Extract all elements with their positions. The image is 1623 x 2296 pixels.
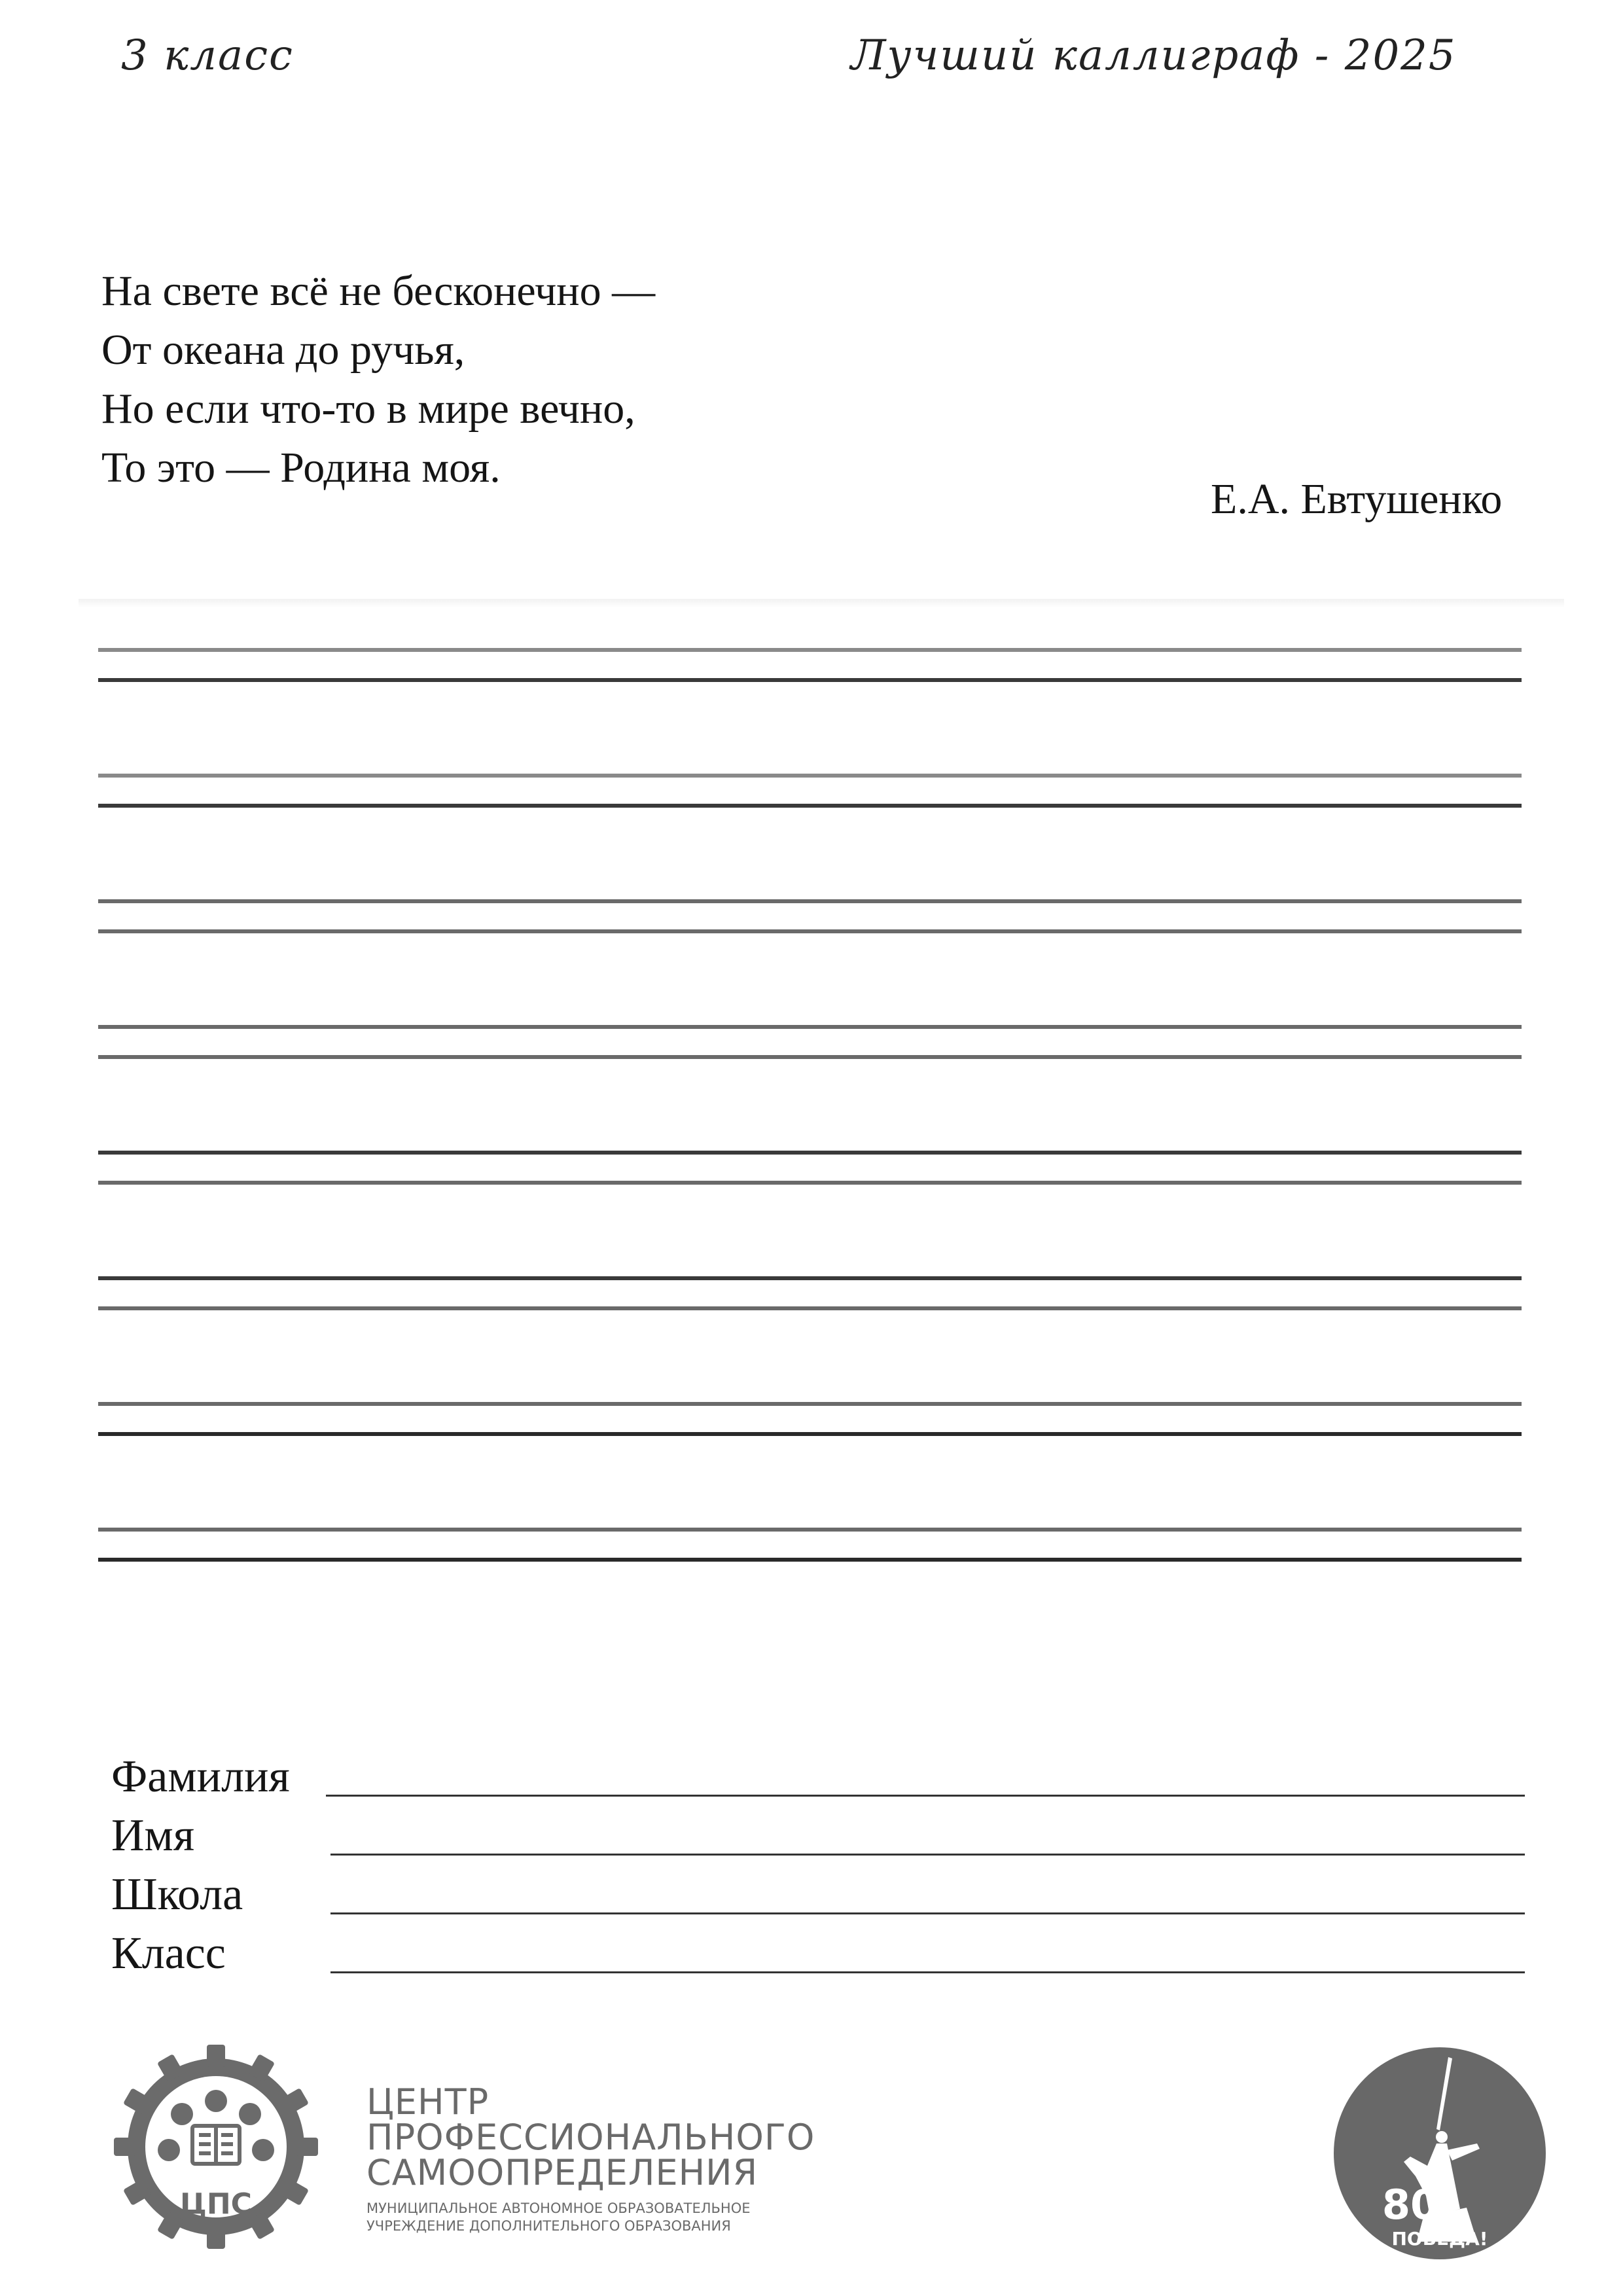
- poem-line: Но если что-то в мире вечно,: [101, 385, 635, 433]
- poem-line: На свете всё не бесконечно —: [101, 267, 656, 315]
- ruled-line-top: [98, 1025, 1522, 1029]
- surname-line[interactable]: [326, 1795, 1525, 1797]
- surname-label: Фамилия: [111, 1751, 290, 1802]
- ruled-line-top: [98, 1276, 1522, 1280]
- class-line[interactable]: [330, 1971, 1525, 1973]
- org-subtitle-line: УЧРЕЖДЕНИЕ ДОПОЛНИТЕЛЬНОГО ОБРАЗОВАНИЯ: [366, 2218, 731, 2234]
- name-label: Имя: [111, 1810, 195, 1861]
- organization-name: [366, 2081, 815, 2235]
- ruled-line-base: [98, 1055, 1522, 1059]
- poem-text: [101, 262, 655, 497]
- name-line[interactable]: [330, 1854, 1525, 1856]
- ruled-line-base: [98, 804, 1522, 808]
- class-label: Класс: [111, 1928, 226, 1979]
- ruled-line-base: [98, 1306, 1522, 1310]
- logo-text: ЦПС: [180, 2187, 252, 2221]
- school-line[interactable]: [330, 1912, 1525, 1914]
- surname-field[interactable]: [111, 1748, 1525, 1806]
- name-field[interactable]: [111, 1806, 1525, 1865]
- motherland-monument-icon: [1332, 2045, 1548, 2261]
- cps-gear-logo: [111, 2042, 321, 2251]
- victory-80-emblem: [1332, 2045, 1548, 2261]
- victory-text: ПОБЕДА!: [1391, 2228, 1488, 2250]
- class-field[interactable]: [111, 1924, 1525, 1983]
- school-field[interactable]: [111, 1865, 1525, 1924]
- org-subtitle-line: МУНИЦИПАЛЬНОЕ АВТОНОМНОЕ ОБРАЗОВАТЕЛЬНОЕ: [366, 2200, 751, 2216]
- ruled-line-top: [98, 648, 1522, 652]
- poem-author: Е.А. Евтушенко: [1211, 475, 1503, 523]
- ruled-line-top: [98, 1151, 1522, 1155]
- ruled-line-top: [98, 1528, 1522, 1532]
- ruled-line-base: [98, 1558, 1522, 1562]
- ruled-line-base: [98, 1432, 1522, 1436]
- victory-number: 80: [1382, 2181, 1439, 2229]
- ruled-line-top: [98, 899, 1522, 903]
- org-line: ЦЕНТР: [366, 2081, 490, 2123]
- gear-icon: [111, 2042, 321, 2251]
- section-divider: [79, 599, 1564, 608]
- poem-line: От океана до ручья,: [101, 326, 465, 374]
- writing-ruled-area[interactable]: [98, 648, 1522, 1577]
- ruled-line-base: [98, 929, 1522, 933]
- contest-title: Лучший каллиграф - 2025: [851, 31, 1457, 80]
- org-subtitle: [366, 2200, 815, 2235]
- poem-line: То это — Родина моя.: [101, 444, 501, 492]
- grade-label: 3 класс: [121, 31, 294, 80]
- ruled-line-base: [98, 1181, 1522, 1185]
- org-line: САМООПРЕДЕЛЕНИЯ: [366, 2152, 758, 2193]
- ruled-line-top: [98, 1402, 1522, 1406]
- participant-form: [111, 1748, 1525, 1983]
- ruled-line-top: [98, 774, 1522, 778]
- org-line: ПРОФЕССИОНАЛЬНОГО: [366, 2117, 815, 2158]
- ruled-line-base: [98, 678, 1522, 682]
- school-label: Школа: [111, 1869, 243, 1920]
